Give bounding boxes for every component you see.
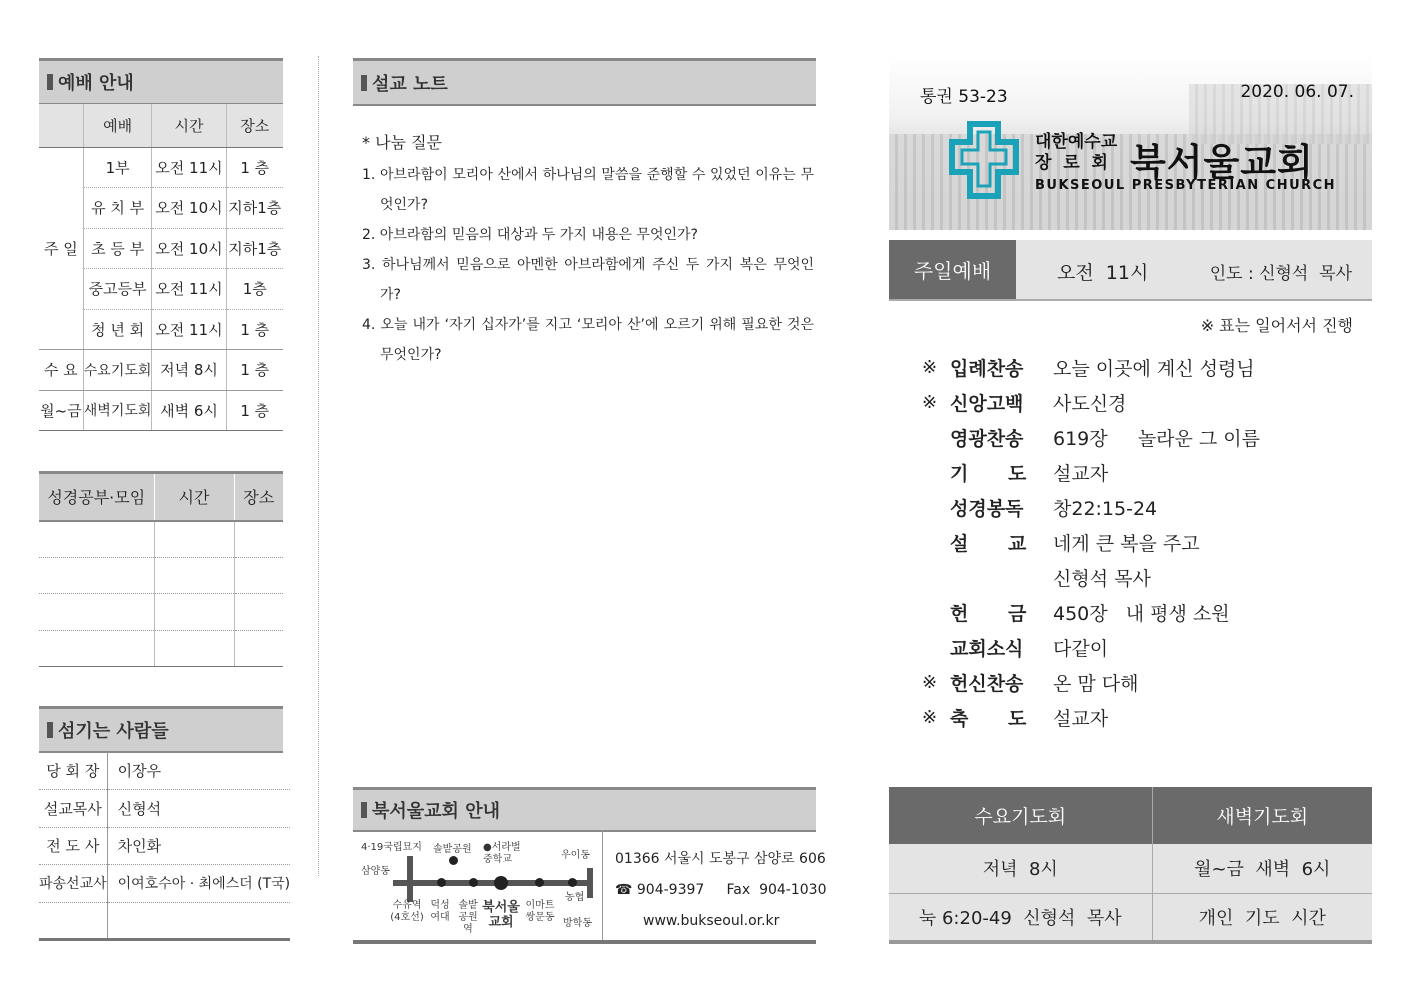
question-item: 4. 오늘 내가 ‘자기 십자가’를 지고 ‘모리아 산’에 오르기 위해 필요한 것은 무엇인가? — [362, 317, 814, 363]
church-name-english: BUKSEOUL PRESBYTERIAN CHURCH — [1035, 178, 1337, 193]
prayer-cell: 월~금 새벽 6시 — [1152, 844, 1372, 893]
worship-guide-title: 예배 안내 — [58, 73, 134, 94]
map-marker-icon — [449, 856, 458, 865]
service-time: 오전 10시 — [152, 188, 226, 229]
sharing-questions-label: * 나눔 질문 — [362, 133, 442, 152]
denomination-name — [1035, 132, 1117, 174]
map-marker-icon — [437, 878, 446, 887]
table-row — [39, 752, 290, 790]
sunday-service-leader: 인도 : 신형석 목사 — [1209, 264, 1352, 284]
denomination-line: 장 로 회 — [1035, 153, 1108, 173]
map-label: 솔밭 공원 역 — [458, 900, 478, 935]
order-item: 축 도 — [950, 708, 1027, 730]
order-row — [922, 385, 1362, 420]
church-marker-icon — [494, 876, 508, 890]
service-name: 1부 — [83, 147, 152, 188]
staff-role: 당 회 장 — [39, 752, 107, 790]
table-row — [39, 790, 290, 828]
church-phone: ☎ 904-9397 Fax 904-1030 — [615, 882, 827, 898]
map-marker-icon — [535, 878, 544, 887]
order-row — [922, 525, 1362, 560]
sermon-notes-title: 설교 노트 — [372, 73, 448, 95]
church-info-title: 북서울교회 안내 — [372, 801, 500, 822]
heading-bar-icon — [361, 75, 367, 91]
heading-bar-icon — [47, 74, 53, 90]
order-value: 다같이 — [1053, 638, 1109, 660]
order-of-worship — [922, 350, 1362, 735]
heading-bar-icon — [47, 722, 53, 738]
map-marker-icon — [568, 878, 577, 887]
stand-mark: ※ — [922, 672, 938, 693]
service-name: 중고등부 — [83, 269, 152, 310]
group-sunday: 주 일 — [39, 147, 83, 350]
standing-note: ※ 표는 일어서서 진행 — [1200, 316, 1353, 335]
order-value: 오늘 이곳에 계신 성령님 — [1053, 358, 1255, 380]
service-time: 새벽 6시 — [152, 390, 226, 431]
order-row — [922, 560, 1362, 595]
staff-name: 신형석 — [107, 790, 290, 828]
question-item: 3. 하나님께서 믿음으로 아멘한 아브라함에게 주신 두 가지 복은 무엇인가? — [362, 257, 814, 303]
service-place: 지하1층 — [226, 188, 283, 229]
staff-name: 이장우 — [107, 752, 290, 790]
map-label: 우이동 — [561, 850, 590, 861]
map-label: 삼양동 — [361, 866, 390, 877]
staff-heading — [39, 706, 283, 753]
denomination-line: 대한예수교 — [1035, 132, 1118, 152]
order-row — [922, 665, 1362, 700]
map-road — [393, 880, 593, 886]
col-header-dawn-prayer: 새벽기도회 — [1152, 787, 1372, 844]
order-row — [922, 350, 1362, 385]
stand-mark: ※ — [922, 357, 938, 378]
group-wednesday: 수 요 — [39, 350, 83, 391]
order-value: 사도신경 — [1053, 393, 1127, 415]
blank-header — [39, 104, 83, 147]
bulletin-date: 2020. 06. 07. — [1240, 82, 1354, 102]
staff-table — [39, 752, 290, 941]
church-info-box — [353, 830, 827, 944]
service-name: 수요기도회 — [83, 350, 152, 391]
sunday-service-bar — [889, 240, 1372, 301]
order-item: 신앙고백 — [950, 393, 1024, 415]
prayer-meetings-table — [889, 787, 1372, 944]
table-row — [889, 844, 1372, 893]
stand-mark: ※ — [922, 707, 938, 728]
question-item: 2. 아브라함의 믿음의 대상과 두 가지 내용은 무엇인가? — [362, 227, 698, 243]
map-label: 덕성 여대 — [430, 900, 450, 923]
staff-role: 전 도 사 — [39, 827, 107, 865]
sermon-notes — [362, 128, 814, 370]
church-address: 01366 서울시 도봉구 삼양로 606 — [615, 851, 826, 867]
location-map — [353, 830, 603, 940]
map-label: 농협 — [565, 892, 585, 903]
table-row — [39, 865, 290, 903]
map-label: 이마트 쌍문동 — [525, 900, 555, 923]
church-contact — [615, 844, 826, 937]
volume-number: 통권 53-23 — [920, 87, 1008, 107]
prayer-cell: 눅 6:20-49 신형석 목사 — [889, 893, 1152, 942]
order-value: 창22:15-24 — [1053, 498, 1158, 520]
sunday-service-time: 오전 11시 — [1057, 262, 1149, 284]
table-row — [39, 594, 283, 631]
order-value: 설교자 — [1053, 463, 1109, 485]
order-item: 헌 금 — [950, 603, 1027, 625]
service-place: 1 층 — [226, 350, 283, 391]
service-place: 1 층 — [226, 309, 283, 350]
order-row — [922, 420, 1362, 455]
col-header-service: 예배 — [83, 104, 152, 147]
order-item: 설 교 — [950, 533, 1027, 555]
order-row — [922, 595, 1362, 630]
question-item: 1. 아브라함이 모리아 산에서 하나님의 말씀을 준행할 수 있었던 이유는 무엇인가? — [362, 167, 814, 213]
map-label: 방학동 — [563, 918, 592, 929]
service-place: 1층 — [226, 269, 283, 310]
table-row — [39, 630, 283, 667]
staff-name: 이여호수아 · 최에스더 (T국) — [107, 865, 290, 903]
staff-name — [107, 902, 290, 940]
table-row — [39, 521, 283, 558]
bulletin-masthead — [889, 54, 1372, 230]
order-item: 헌신찬송 — [950, 673, 1024, 695]
group-weekdays: 월~금 — [39, 390, 83, 431]
map-label: 4·19국립묘지 — [361, 842, 422, 853]
order-value: 온 맘 다해 — [1053, 673, 1139, 695]
church-name: 북서울교회 — [1130, 141, 1314, 184]
column-divider — [318, 56, 319, 876]
service-time: 오전 11시 — [152, 147, 226, 188]
order-item: 교회소식 — [950, 638, 1024, 660]
service-name: 새벽기도회 — [83, 390, 152, 431]
map-road — [407, 856, 413, 902]
order-value: 신형석 목사 — [1053, 568, 1151, 590]
order-row — [922, 455, 1362, 490]
order-value: 619장 놀라운 그 이름 — [1053, 428, 1261, 450]
service-name: 유 치 부 — [83, 188, 152, 229]
stand-mark: ※ — [922, 392, 938, 413]
staff-title: 섬기는 사람들 — [58, 721, 169, 742]
order-item: 성경봉독 — [950, 498, 1024, 520]
service-place: 1 층 — [226, 147, 283, 188]
order-item: 입례찬송 — [950, 358, 1024, 380]
map-label: ●서라벌 중학교 — [483, 842, 521, 865]
col-header-time: 시간 — [152, 104, 226, 147]
order-row — [922, 490, 1362, 525]
col-header-place: 장소 — [226, 104, 283, 147]
order-item: 기 도 — [950, 463, 1027, 485]
order-row — [922, 700, 1362, 735]
staff-role: 파송선교사 — [39, 865, 107, 903]
service-time: 오전 11시 — [152, 269, 226, 310]
order-row — [922, 630, 1362, 665]
bible-study-table — [39, 471, 283, 667]
order-value: 네게 큰 복을 주고 — [1053, 533, 1200, 555]
service-place: 지하1층 — [226, 228, 283, 269]
table-row — [39, 827, 290, 865]
church-logo-icon — [944, 120, 1024, 200]
table-row — [39, 902, 290, 940]
worship-schedule-table — [39, 104, 283, 431]
map-label: 북서울 교회 — [482, 900, 520, 930]
prayer-cell: 개인 기도 시간 — [1152, 893, 1372, 942]
service-name: 초 등 부 — [83, 228, 152, 269]
church-info-heading — [353, 787, 816, 832]
prayer-cell: 저녁 8시 — [889, 844, 1152, 893]
service-place: 1 층 — [226, 390, 283, 431]
table-row — [39, 557, 283, 594]
map-label: 솔밭공원 — [433, 844, 472, 855]
service-time: 오전 10시 — [152, 228, 226, 269]
service-name: 청 년 회 — [83, 309, 152, 350]
col-header-study: 성경공부·모임 — [39, 473, 154, 521]
map-marker-icon — [469, 878, 478, 887]
heading-bar-icon — [361, 802, 367, 818]
col-header-wednesday-prayer: 수요기도회 — [889, 787, 1152, 844]
table-row — [889, 893, 1372, 942]
order-value: 설교자 — [1053, 708, 1109, 730]
map-road — [587, 868, 593, 898]
church-website: www.bukseoul.or.kr — [643, 913, 780, 929]
worship-guide-heading — [39, 58, 283, 105]
order-item: 영광찬송 — [950, 428, 1024, 450]
sermon-notes-heading — [353, 58, 816, 106]
staff-role: 설교목사 — [39, 790, 107, 828]
staff-name: 차인화 — [107, 827, 290, 865]
sunday-service-label: 주일예배 — [889, 240, 1016, 299]
order-value: 450장 내 평생 소원 — [1053, 603, 1230, 625]
staff-role — [39, 902, 107, 940]
col-header-time: 시간 — [154, 473, 234, 521]
service-time: 오전 11시 — [152, 309, 226, 350]
map-label: 수유역 (4호선) — [390, 900, 424, 923]
col-header-place: 장소 — [234, 473, 283, 521]
service-time: 저녁 8시 — [152, 350, 226, 391]
